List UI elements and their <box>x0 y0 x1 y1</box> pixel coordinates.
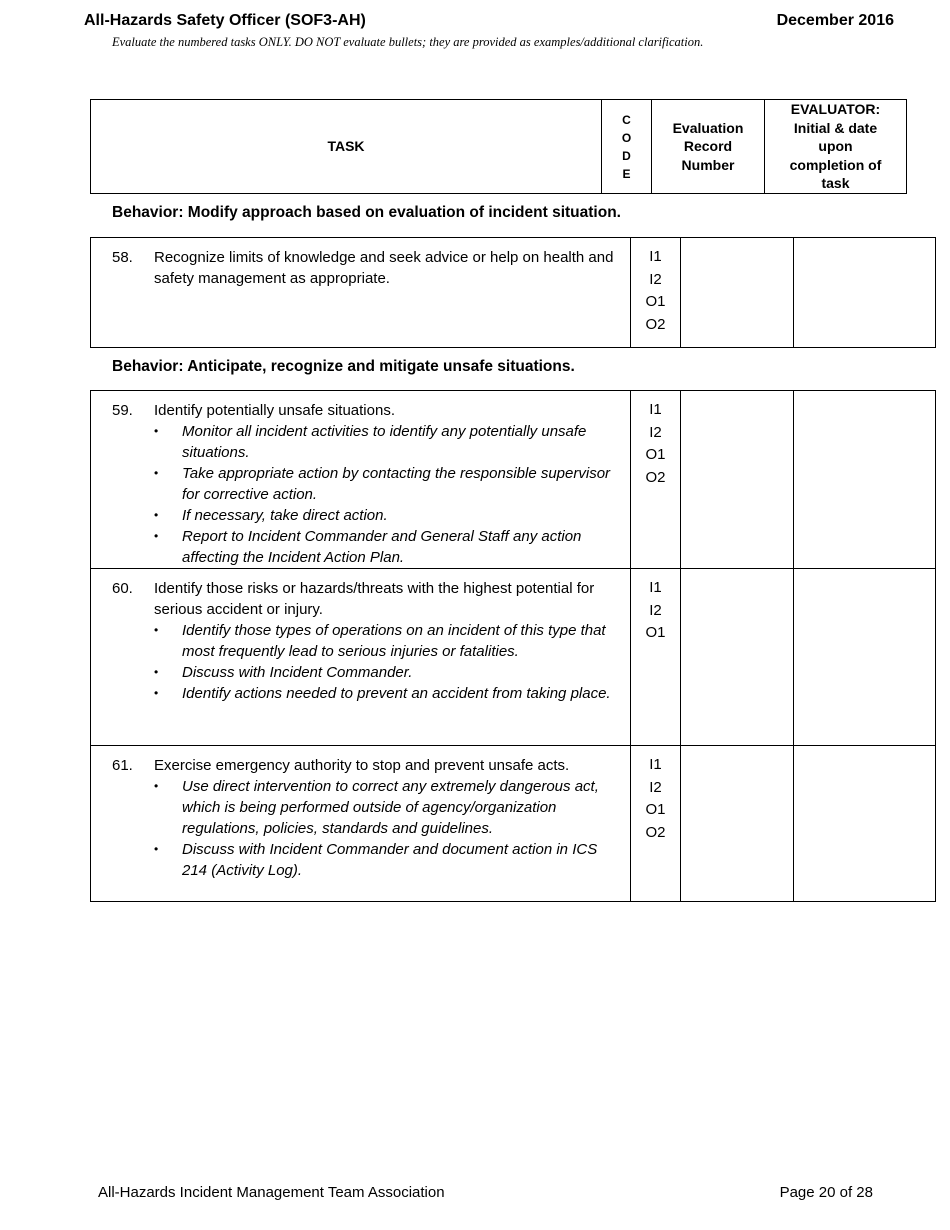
code-letter: E <box>622 166 631 181</box>
code-value: O1 <box>645 624 666 641</box>
task-column-header: TASK <box>91 100 602 194</box>
bullet-list <box>154 620 622 704</box>
code-value: O2 <box>645 468 666 486</box>
header-line: task <box>821 175 850 192</box>
task-number: 58. <box>112 249 133 266</box>
record-number-cell[interactable] <box>681 746 794 902</box>
bullet-list <box>154 421 622 568</box>
task-number: 60. <box>112 580 133 597</box>
code-value: I1 <box>649 401 662 418</box>
record-number-cell[interactable] <box>681 391 794 569</box>
task-cell <box>91 238 631 348</box>
task-text: Identify those risks or hazards/threats with the highest potential for serious accident or injury. <box>154 580 595 618</box>
bullet-item: • Take appropriate action by contacting the responsible supervisor for corrective action. <box>154 463 622 505</box>
code-cell <box>631 238 681 348</box>
code-value: I1 <box>649 248 662 265</box>
bullet-item: • Monitor all incident activities to identify any potentially unsafe situations. <box>154 421 622 463</box>
code-value: I2 <box>649 423 662 441</box>
header-line: Evaluation <box>672 119 744 136</box>
table-row <box>91 569 936 746</box>
code-value: O1 <box>645 446 666 463</box>
code-cell <box>631 391 681 569</box>
header-line: Record <box>683 138 733 155</box>
table-row <box>91 391 936 569</box>
code-letter: D <box>622 148 631 163</box>
code-value: I1 <box>649 579 662 596</box>
record-number-column-header <box>652 100 765 194</box>
task-cell <box>91 391 631 569</box>
header-line: completion of <box>789 156 882 173</box>
footer-organization: All-Hazards Incident Management Team Association <box>98 1184 445 1201</box>
document-date: December 2016 <box>776 12 894 29</box>
code-value: I1 <box>649 756 662 773</box>
header-line: upon <box>818 138 853 155</box>
code-letter: O <box>621 130 632 145</box>
bullet-item: • If necessary, take direct action. <box>154 505 622 526</box>
task-number: 59. <box>112 402 133 419</box>
task-table-header <box>90 99 907 194</box>
code-value: I2 <box>649 270 662 288</box>
code-value: O2 <box>645 315 666 333</box>
table-row <box>91 238 936 348</box>
bullet-item: • Report to Incident Commander and General Staff any action affecting the Incident Action Plan. <box>154 526 622 568</box>
evaluator-initials-cell[interactable] <box>794 391 936 569</box>
task-text: Exercise emergency authority to stop and prevent unsafe acts. <box>154 757 570 774</box>
evaluator-initials-cell[interactable] <box>794 569 936 746</box>
code-cell <box>631 746 681 902</box>
bullet-item: • Discuss with Incident Commander and document action in ICS 214 (Activity Log). <box>154 839 622 881</box>
record-number-cell[interactable] <box>681 238 794 348</box>
code-letter: C <box>622 112 631 127</box>
task-number: 61. <box>112 757 133 774</box>
evaluator-column-header <box>765 100 907 194</box>
code-value: O1 <box>645 293 666 310</box>
code-value: O2 <box>645 823 666 841</box>
header-line: Number <box>681 156 735 173</box>
bullet-item: • Identify actions needed to prevent an accident from taking place. <box>154 683 622 704</box>
bullet-item: • Identify those types of operations on an incident of this type that most frequently lead to serious injuries or fatalities. <box>154 620 622 662</box>
task-table <box>90 390 936 902</box>
record-number-cell[interactable] <box>681 569 794 746</box>
page-number: Page 20 of 28 <box>779 1184 873 1201</box>
code-cell <box>631 569 681 746</box>
task-table <box>90 237 936 348</box>
evaluation-instructions: Evaluate the numbered tasks ONLY. DO NOT evaluate bullets; they are provided as examples/additional clarification. <box>112 35 704 49</box>
bullet-list <box>154 776 622 881</box>
task-text: Identify potentially unsafe situations. <box>154 402 395 419</box>
code-column-header <box>602 100 652 194</box>
table-row <box>91 746 936 902</box>
behavior-heading: Behavior: Anticipate, recognize and mitigate unsafe situations. <box>112 358 575 375</box>
header-line: Initial & date <box>793 119 878 136</box>
task-cell <box>91 746 631 902</box>
evaluator-initials-cell[interactable] <box>794 746 936 902</box>
code-value: I2 <box>649 601 662 619</box>
code-value: I2 <box>649 778 662 796</box>
behavior-heading: Behavior: Modify approach based on evaluation of incident situation. <box>112 204 621 221</box>
code-value: O1 <box>645 801 666 818</box>
document-title: All-Hazards Safety Officer (SOF3-AH) <box>84 12 366 29</box>
task-text: Recognize limits of knowledge and seek advice or help on health and safety management as appropriate. <box>154 249 614 287</box>
header-line: EVALUATOR: <box>790 101 881 118</box>
bullet-item: • Use direct intervention to correct any extremely dangerous act, which is being performed outside of agency/organization regulations, policies, standards and guidelines. <box>154 776 622 839</box>
task-cell <box>91 569 631 746</box>
evaluator-initials-cell[interactable] <box>794 238 936 348</box>
bullet-item: • Discuss with Incident Commander. <box>154 662 622 683</box>
